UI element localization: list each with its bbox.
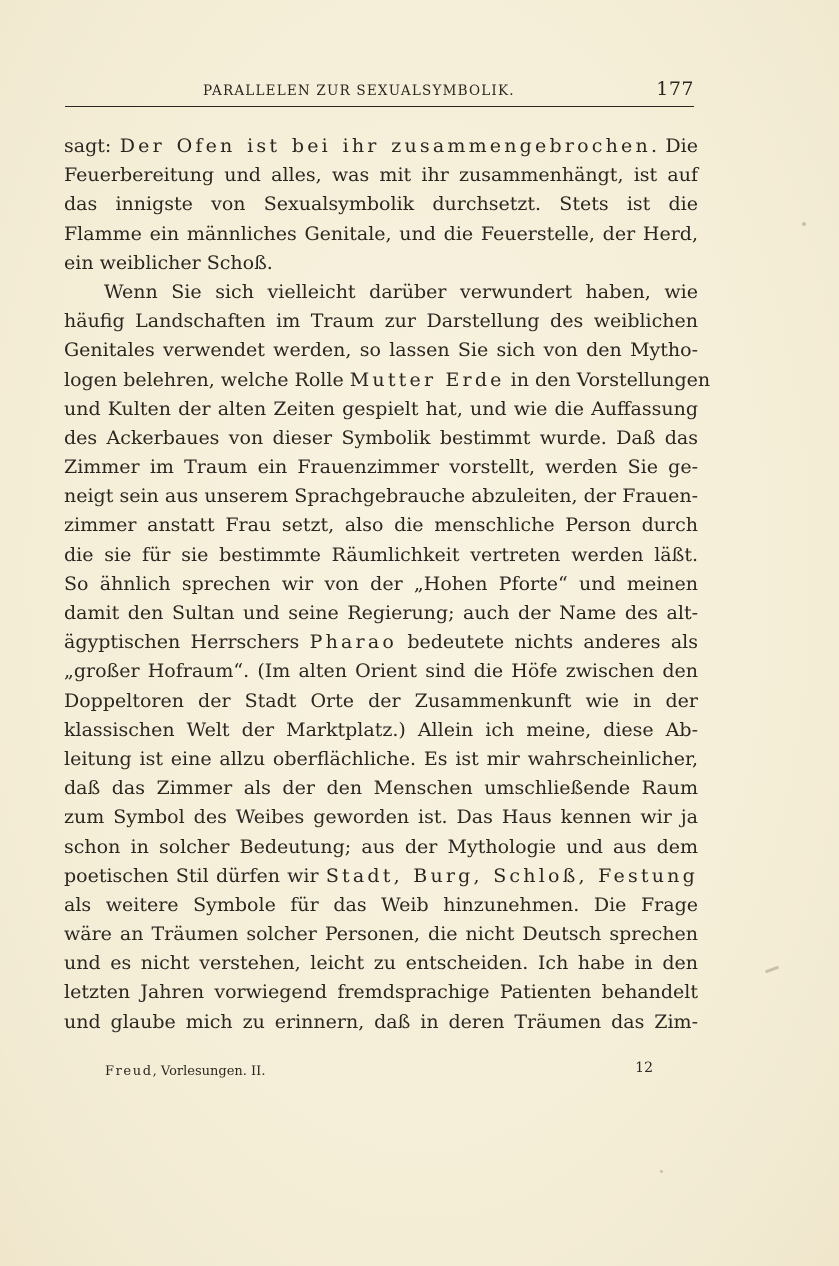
text-segment: bedeutete nichts anderes als [397, 631, 698, 654]
text-line [64, 395, 698, 424]
footer-book: , Vorlesungen. II. [152, 1064, 266, 1079]
text-line [64, 307, 698, 336]
text-segment: klassischen Welt der Marktplatz.) Allein ich meine, diese Ab- [64, 718, 698, 741]
text-segment: neigt sein aus unserem Sprachgebrauche abzuleiten, der Frauen- [64, 485, 698, 508]
spaced-emphasis: Pharao [309, 631, 397, 654]
text-segment: damit den Sultan und seine Regierung; auch der Name des alt- [64, 602, 698, 624]
text-line [64, 833, 698, 862]
text-segment: daß das Zimmer als der den Menschen umschließende Raum [64, 777, 698, 800]
text-segment: die sie für sie bestimmte Räumlichkeit vertreten werden läßt. [64, 543, 698, 566]
text-line [64, 161, 698, 190]
text-segment: des Ackerbaues von dieser Symbolik bestimmt wurde. Daß das [64, 426, 698, 449]
text-line [64, 336, 698, 365]
page-number: 177 [656, 78, 694, 100]
text-line [64, 978, 698, 1007]
header-rule [65, 106, 694, 107]
spaced-emphasis: Stadt, Burg, Schloß, Festung [325, 864, 698, 887]
running-head [65, 80, 694, 110]
spaced-emphasis: Mutter Erde [349, 368, 505, 391]
sheet-signature: 12 [635, 1060, 653, 1076]
text-line [64, 891, 698, 920]
text-line [64, 657, 698, 686]
text-line [64, 511, 698, 540]
text-line [64, 453, 698, 482]
text-segment: Wenn Sie sich vielleicht darüber verwundert haben, wie [104, 280, 698, 303]
text-line [64, 628, 698, 657]
text-segment: und Kulten der alten Zeiten gespielt hat, und wie die Auffassung [64, 397, 698, 420]
text-segment: Feuerbereitung und alles, was mit ihr zusammenhängt, ist auf [64, 164, 698, 187]
body-text [64, 132, 711, 1037]
page-footer [105, 1060, 653, 1084]
text-line [64, 132, 698, 161]
text-segment: das innigste von Sexualsymbolik durchsetzt. Stets ist die [64, 193, 698, 216]
text-line [64, 862, 698, 891]
text-segment: häufig Landschaften im Traum zur Darstellung des weiblichen [64, 310, 698, 333]
text-line [64, 949, 698, 978]
text-line [64, 424, 698, 453]
text-segment: Doppeltoren der Stadt Orte der Zusammenkunft wie in der [64, 689, 698, 712]
text-segment: poetischen Stil dürfen wir [64, 864, 326, 887]
text-segment: zimmer anstatt Frau setzt, also die menschliche Person durch [64, 514, 698, 537]
text-line [64, 190, 698, 219]
text-line [64, 774, 698, 803]
text-line [64, 745, 698, 774]
paper-speck [765, 966, 779, 974]
spaced-emphasis: Der Ofen ist bei ihr zusammengebrochen [119, 135, 651, 157]
text-line [64, 687, 698, 716]
text-segment: schon in solcher Bedeutung; aus der Mythologie und aus dem [64, 835, 698, 858]
text-line [64, 803, 698, 832]
footer-author: Freud [105, 1064, 153, 1079]
text-segment: . Die [650, 135, 698, 157]
text-segment: wäre an Träumen solcher Personen, die nicht Deutsch sprechen [64, 923, 698, 946]
text-line [64, 541, 698, 570]
text-segment: in den Vorstellungen [504, 368, 711, 391]
text-line [64, 716, 698, 745]
text-line [64, 599, 698, 628]
paper-speck [802, 222, 806, 226]
footer-label [105, 1064, 265, 1079]
text-segment: „großer Hofraum“. (Im alten Orient sind die Höfe zwischen den [64, 660, 698, 683]
text-segment: und es nicht verstehen, leicht zu entscheiden. Ich habe in den [64, 952, 698, 975]
running-title: PARALLELEN ZUR SEXUALSYMBOLIK. [203, 83, 515, 99]
text-segment: und glaube mich zu erinnern, daß in deren Träumen das Zim- [64, 1010, 698, 1033]
text-segment: leitung ist eine allzu oberflächliche. Es ist mir wahrscheinlicher, [64, 747, 698, 770]
text-segment: letzten Jahren vorwiegend fremdsprachige Patienten behandelt [64, 981, 698, 1004]
text-segment: sagt: [64, 135, 120, 157]
text-line [64, 249, 698, 278]
text-segment: ägyptischen Herrschers [64, 631, 310, 654]
text-segment: als weitere Symbole für das Weib hinzunehmen. Die Frage [64, 893, 698, 916]
text-line [64, 482, 698, 511]
paper-speck [660, 1170, 663, 1173]
text-line [64, 278, 698, 307]
text-segment: ein weiblicher Schoß. [64, 251, 273, 274]
text-segment: zum Symbol des Weibes geworden ist. Das Haus kennen wir ja [64, 806, 698, 829]
text-segment: Zimmer im Traum ein Frauenzimmer vorstellt, werden Sie ge- [64, 456, 698, 479]
text-segment: Flamme ein männliches Genitale, und die Feuerstelle, der Herd, [64, 222, 698, 245]
text-line [64, 920, 698, 949]
text-line [64, 220, 698, 249]
text-segment: logen belehren, welche Rolle [64, 368, 350, 391]
text-line [64, 570, 698, 599]
text-segment: So ähnlich sprechen wir von der „Hohen Pforte“ und meinen [64, 572, 698, 595]
text-segment: Genitales verwendet werden, so lassen Sie sich von den Mytho- [64, 339, 698, 362]
text-line [64, 1008, 698, 1037]
text-line [64, 366, 711, 395]
